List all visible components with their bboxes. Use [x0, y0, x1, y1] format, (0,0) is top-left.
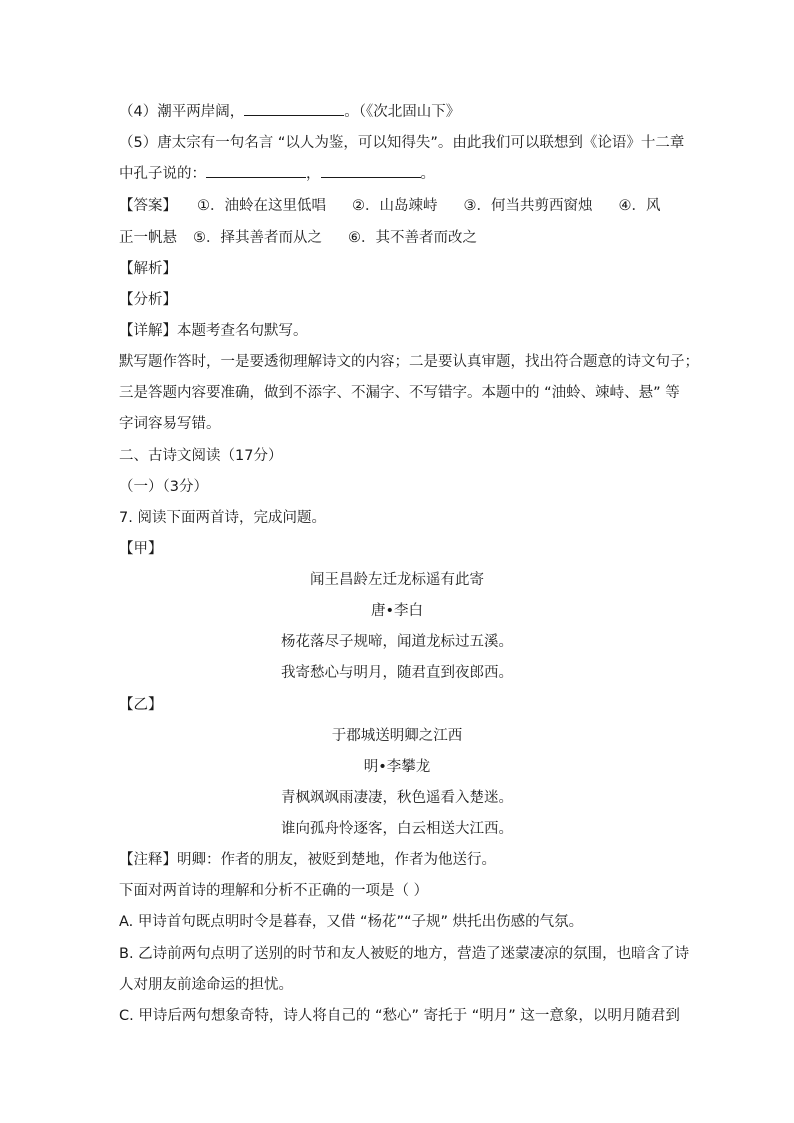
q4-prefix: （4）潮平两岸阔， [119, 104, 245, 120]
explain-line: 默写题作答时，一是要透彻理解诗文的内容；二是要认真审题，找出符合题意的诗文句子； [119, 354, 699, 370]
explain-line: 三是答题内容要准确，做到不添字、不漏字、不写错字。本题中的 “油蛉、竦峙、悬” 等 [119, 385, 680, 401]
question-stem: 下面对两首诗的理解和分析不正确的一项是（ ） [119, 883, 429, 899]
option-a: A. 甲诗首句既点明时令是暮春，又借 “杨花”“子规” 烘托出伤感的气氛。 [119, 914, 584, 930]
poem-yi-line: 青枫飒飒雨凄凄，秋色遥看入楚迷。 [281, 790, 513, 806]
question-4 [119, 102, 679, 122]
poem-yi-author: 明•李攀龙 [363, 759, 431, 775]
answer-item: ③．何当共剪西窗烛 [463, 198, 593, 214]
poem-jia-title: 闻王昌龄左迁龙标遥有此寄 [310, 572, 484, 588]
poem-jia-line: 杨花落尽子规啼，闻道龙标过五溪。 [281, 634, 513, 650]
q5-mid: ， [306, 166, 321, 182]
poem-yi-tag: 【乙】 [119, 697, 163, 713]
answer-line1 [119, 196, 679, 216]
fill-blank [321, 164, 421, 178]
q5-end: 。 [420, 166, 435, 182]
annotation-note: 【注释】明卿：作者的朋友，被贬到楚地，作者为他送行。 [119, 852, 496, 868]
poem-jia-author: 唐•李白 [370, 603, 424, 619]
explain-line: 字词容易写错。 [119, 416, 221, 432]
fenxi-label: 【分析】 [119, 292, 177, 308]
q5-prefix: 中孔子说的： [119, 166, 206, 182]
jiexi-label: 【解析】 [119, 261, 177, 277]
answer-item: ⑤．择其善者而从之 [193, 230, 322, 246]
option-b-line2: 人对朋友前途命运的担忧。 [119, 977, 293, 993]
answer-item: ②．山岛竦峙 [352, 198, 438, 214]
answer-item: ④．风 [618, 198, 661, 214]
answer-item: ⑥．其不善者而改之 [348, 230, 477, 246]
poem-jia-line: 我寄愁心与明月，随君直到夜郎西。 [281, 665, 513, 681]
answer-item: ①．油蛉在这里低唱 [197, 198, 326, 214]
option-c-line1: C. 甲诗后两句想象奇特，诗人将自己的 “愁心” 寄托于 “明月” 这一意象，以明月随君到 [119, 1008, 680, 1024]
xiangjie-line: 【详解】本题考查名句默写。 [119, 323, 308, 339]
poem-yi-line: 谁向孤舟怜逐客，白云相送大江西。 [281, 821, 513, 837]
fill-blank [206, 164, 306, 178]
answer-item: 正一帆悬 [119, 230, 177, 246]
poem-jia-tag: 【甲】 [119, 541, 163, 557]
question-7: 7. 阅读下面两首诗，完成问题。 [119, 510, 326, 526]
question-5-line1: （5）唐太宗有一句名言 “以人为鉴，可以知得失”。由此我们可以联想到《论语》十二章 [119, 135, 685, 151]
answer-label: 【答案】 [119, 198, 177, 214]
poem-yi-title: 于郡城送明卿之江西 [331, 728, 463, 744]
answer-line2 [119, 228, 679, 248]
q4-suffix: 。（《次北固山下》 [344, 104, 461, 120]
fill-blank [244, 102, 344, 116]
option-b-line1: B. 乙诗前两句点明了送别的时节和友人被贬的地方，营造了迷蒙凄凉的氛围，也暗含了诗 [119, 946, 690, 962]
subsection-heading: （一）（3分） [119, 479, 208, 495]
section-heading: 二、古诗文阅读（17分） [119, 448, 283, 464]
question-5-line2 [119, 164, 679, 184]
